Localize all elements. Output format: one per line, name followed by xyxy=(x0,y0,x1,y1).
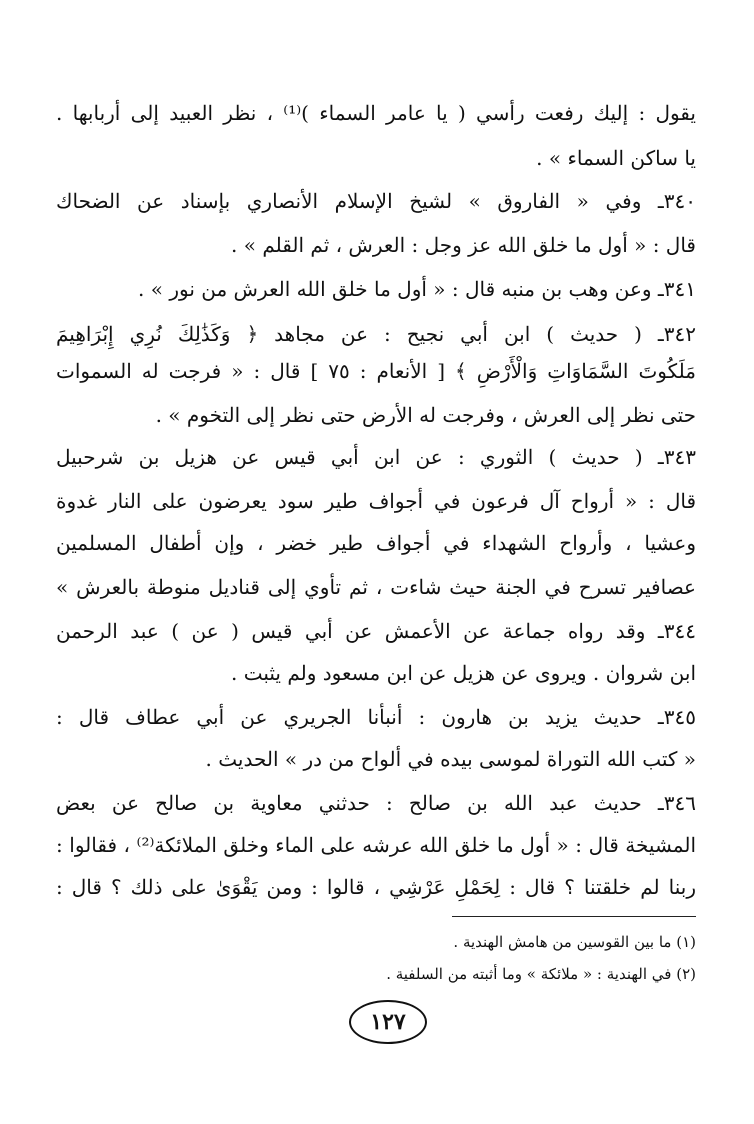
text-line-10: قال : « أرواح آل فرعون في أجواف طير سود يعرضون على النار غدوة xyxy=(56,489,696,513)
text-line-15: ٣٤٥ـ حديث يزيد بن هارون : أنبأنا الجريري عن أبي عطاف قال : xyxy=(56,705,696,729)
text-line-16: « كتب الله التوراة لموسى بيده في ألواح من در » الحديث . xyxy=(205,747,696,771)
text-line-14: ابن شروان . ويروى عن هزيل عن ابن مسعود ولم يثبت . xyxy=(231,661,696,685)
page-number: ١٢٧ xyxy=(349,1000,427,1044)
text-line-13: ٣٤٤ـ وقد رواه جماعة عن الأعمش عن أبي قيس ( عن ) عبد الرحمن xyxy=(56,619,696,643)
footnote-2: (٢) في الهندية : « ملائكة » وما أثبته من السلفية . xyxy=(386,965,696,983)
text-line-17: ٣٤٦ـ حديث عبد الله بن صالح : حدثني معاوية بن صالح عن بعض xyxy=(56,791,696,815)
text-line-8: حتى نظر إلى العرش ، وفرجت له الأرض حتى نظر إلى التخوم » . xyxy=(155,403,696,427)
text-line-12: عصافير تسرح في الجنة حيث شاءت ، ثم تأوي إلى قناديل منوطة بالعرش » xyxy=(56,575,696,599)
text-line-18: المشيخة قال : « أول ما خلق الله عرشه على الماء وخلق الملائكة⁽²⁾ ، فقالوا : xyxy=(56,833,696,857)
text-line-19: ربنا لم خلقتنا ؟ قال : لِحَمْلِ عَرْشِي ، قالوا : ومن يَقْوَىٰ على ذلك ؟ قال : xyxy=(56,875,696,899)
footnote-separator xyxy=(452,916,696,917)
footnote-1: (١) ما بين القوسين من هامش الهندية . xyxy=(453,933,696,951)
text-line-3: ٣٤٠ـ وفي « الفاروق » لشيخ الإسلام الأنصاري بإسناد عن الضحاك xyxy=(56,189,696,213)
text-line-1: يقول : إليك رفعت رأسي ( يا عامر السماء )⁽¹⁾ ، نظر العبيد إلى أربابها . xyxy=(56,101,696,125)
text-line-5: ٣٤١ـ وعن وهب بن منبه قال : « أول ما خلق الله العرش من نور » . xyxy=(138,277,696,301)
text-line-6: ٣٤٢ـ ( حديث ) ابن أبي نجيح : عن مجاهد ﴿ وَكَذَٰلِكَ نُرِي إِبْرَاهِيمَ xyxy=(56,322,696,346)
text-line-7: مَلَكُوتَ السَّمَاوَاتِ وَالْأَرْضِ ﴾ [ الأنعام : ٧٥ ] قال : « فرجت له السموات xyxy=(56,359,696,383)
text-line-9: ٣٤٣ـ ( حديث ) الثوري : عن ابن أبي قيس عن هزيل بن شرحبيل xyxy=(56,445,696,469)
text-line-11: وعشيا ، وأرواح الشهداء في أجواف طير خضر ، وإن أطفال المسلمين xyxy=(56,531,696,555)
text-line-2: يا ساكن السماء » . xyxy=(536,146,696,170)
text-line-4: قال : « أول ما خلق الله عز وجل : العرش ، ثم القلم » . xyxy=(231,233,696,257)
